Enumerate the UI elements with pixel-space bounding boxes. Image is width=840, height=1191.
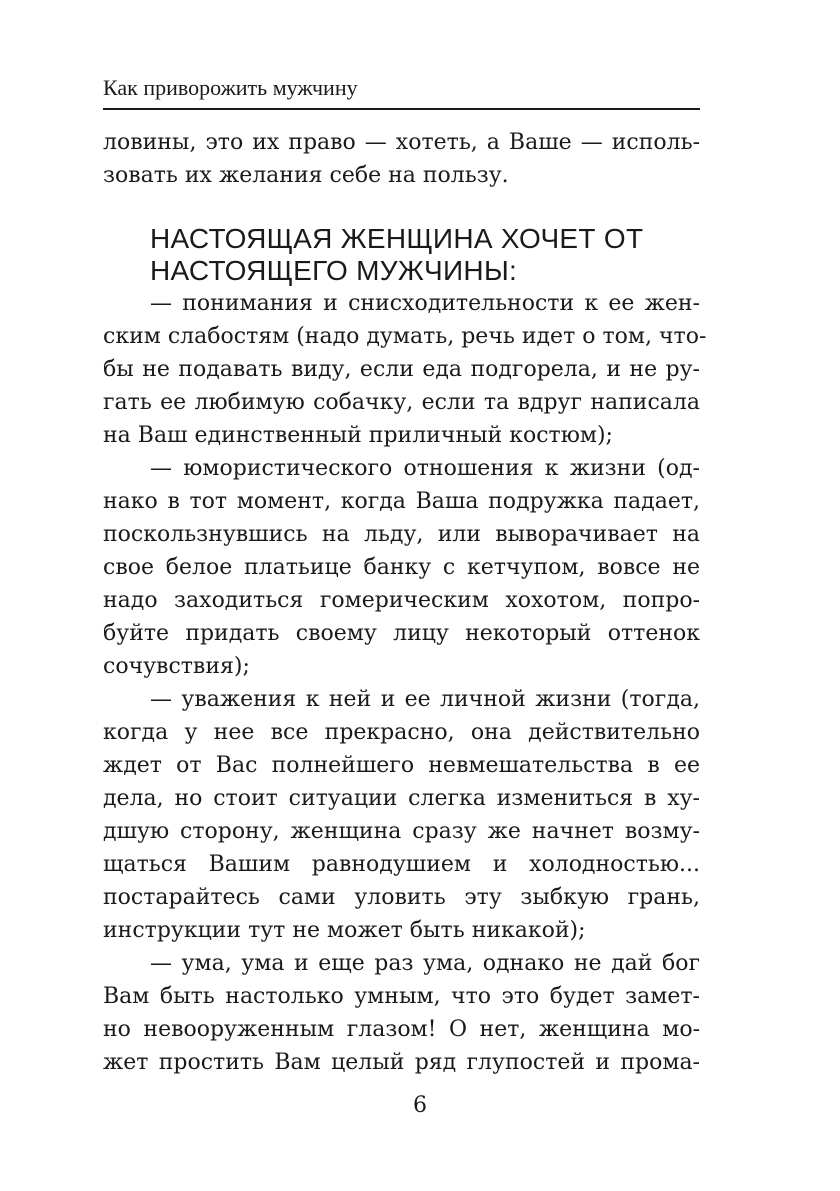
text-line: свое белое платьице банку с кетчупом, вовсе не [103,555,700,580]
text-line: — понимания и снисходительности к ее жен- [150,291,700,316]
text-line: инструкции тут не может быть никакой); [103,918,586,943]
text-line: дшую сторону, женщина сразу же начнет возму- [103,819,700,844]
text-line: — уважения к ней и ее личной жизни (тогда, [150,687,700,712]
text-line: ловины, это их право — хотеть, а Ваше — исполь- [103,130,700,155]
text-line: ским слабостям (надо думать, речь идет о том, что- [103,324,707,349]
running-head: Как приворожить мужчину [103,75,358,100]
text-line: гать ее любимую собачку, если та вдруг написала [103,390,700,415]
page-number: 6 [413,1093,427,1118]
text-line: зовать их желания себе на пользу. [103,163,509,188]
text-line: но невооруженным глазом! О нет, женщина мо- [103,1017,700,1042]
text-line: дела, но стоит ситуации слегка измениться в ху- [103,786,700,811]
text-line: постарайтесь сами уловить эту зыбкую грань, [103,885,700,910]
section-heading: НАСТОЯЩАЯ ЖЕНЩИНА ХОЧЕТ ОТ [150,223,644,254]
text-line: ждет от Вас полнейшего невмешательства в ее [103,753,700,778]
text-line: — юмористического отношения к жизни (од- [150,456,700,481]
text-line: Вам быть настолько умным, что это будет замет- [103,984,700,1009]
text-line: нако в тот момент, когда Ваша подружка падает, [103,489,700,514]
text-line: щаться Вашим равнодушием и холодностью... [103,852,700,877]
text-line: поскользнувшись на льду, или выворачивает на [103,522,700,547]
text-line: — ума, ума и еще раз ума, однако не дай бог [150,951,700,976]
text-line: сочувствия); [103,654,250,679]
text-line: на Ваш единственный приличный костюм); [103,423,613,448]
section-heading: НАСТОЯЩЕГО МУЖЧИНЫ: [150,255,518,286]
header-rule [103,108,700,110]
text-line: буйте придать своему лицу некоторый оттенок [103,621,700,646]
text-line: жет простить Вам целый ряд глупостей и прома- [103,1050,700,1075]
text-line: бы не подавать виду, если еда подгорела, и не ру- [103,357,700,382]
text-line: надо заходиться гомерическим хохотом, попро- [103,588,700,613]
text-line: когда у нее все прекрасно, она действительно [103,720,700,745]
